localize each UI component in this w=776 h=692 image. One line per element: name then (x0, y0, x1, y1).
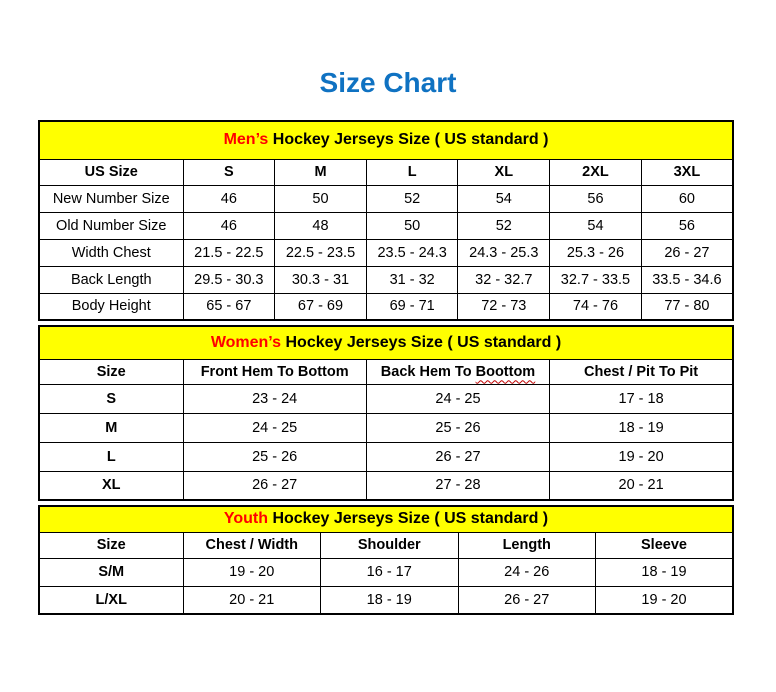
column-header-label: 2XL (582, 164, 609, 180)
mens-size-cell: 33.5 - 34.6 (641, 266, 733, 293)
womens-size-cell: 23 - 24 (183, 384, 366, 413)
youth-size-cell: 26 - 27 (458, 586, 596, 614)
womens-row-label: L (39, 442, 183, 471)
mens-size-cell: 72 - 73 (458, 293, 550, 320)
mens-size-cell: 77 - 80 (641, 293, 733, 320)
womens-caption-row (39, 326, 733, 359)
youth-size-cell: 16 - 17 (321, 558, 459, 586)
womens-table-row (39, 471, 733, 500)
womens-caption-highlight: Women’s (210, 333, 282, 351)
column-header-label: US Size (84, 164, 138, 180)
mens-size-cell: 50 (366, 212, 458, 239)
youth-caption-text: Hockey Jerseys Size ( US standard ) (268, 510, 549, 528)
column-header-label: Shoulder (357, 537, 421, 553)
womens-column-header (39, 359, 183, 384)
mens-size-cell: 56 (641, 212, 733, 239)
womens-size-cell: 26 - 27 (366, 442, 549, 471)
mens-size-cell: 32 - 32.7 (458, 266, 550, 293)
youth-size-cell: 19 - 20 (596, 586, 734, 614)
youth-row-label: S/M (39, 558, 183, 586)
mens-size-cell: 29.5 - 30.3 (183, 266, 275, 293)
mens-table-row (39, 293, 733, 320)
mens-size-cell: 23.5 - 24.3 (366, 239, 458, 266)
womens-size-cell: 26 - 27 (183, 471, 366, 500)
mens-table-caption (39, 121, 733, 159)
mens-column-header (366, 159, 458, 185)
column-header-label: Front Hem To Bottom (200, 363, 349, 380)
mens-row-label: Back Length (39, 266, 183, 293)
womens-table-row (39, 384, 733, 413)
mens-size-cell: 52 (458, 212, 550, 239)
column-header-label: S (223, 164, 234, 180)
youth-column-header (183, 532, 321, 558)
column-header-label: Chest / Pit To Pit (584, 363, 699, 380)
womens-caption-text: Hockey Jerseys Size ( US standard ) (281, 333, 562, 351)
mens-size-cell: 30.3 - 31 (275, 266, 367, 293)
mens-column-header (183, 159, 275, 185)
mens-table-row (39, 185, 733, 212)
size-tables-container (38, 120, 734, 615)
mens-size-cell: 24.3 - 25.3 (458, 239, 550, 266)
youth-table-row (39, 586, 733, 614)
youth-size-cell: 20 - 21 (183, 586, 321, 614)
mens-size-cell: 48 (275, 212, 367, 239)
womens-size-cell: 17 - 18 (550, 384, 733, 413)
womens-size-cell: 24 - 25 (366, 384, 549, 413)
column-header-label: Length (502, 537, 551, 553)
mens-table-row (39, 212, 733, 239)
mens-caption-row (39, 121, 733, 159)
womens-size-table (38, 325, 734, 501)
womens-size-cell: 24 - 25 (183, 413, 366, 442)
mens-size-cell: 50 (275, 185, 367, 212)
womens-table-row (39, 442, 733, 471)
misspelled-word: Boottom (475, 363, 536, 380)
mens-column-header (641, 159, 733, 185)
mens-row-label: Width Chest (39, 239, 183, 266)
mens-size-cell: 60 (641, 185, 733, 212)
womens-size-cell: 19 - 20 (550, 442, 733, 471)
mens-row-label: Body Height (39, 293, 183, 320)
womens-row-label: M (39, 413, 183, 442)
column-header-label: 3XL (673, 164, 701, 180)
mens-caption-highlight: Men’s (223, 131, 269, 149)
womens-size-cell: 25 - 26 (183, 442, 366, 471)
youth-column-header (458, 532, 596, 558)
mens-size-cell: 52 (366, 185, 458, 212)
mens-size-cell: 69 - 71 (366, 293, 458, 320)
mens-row-label: New Number Size (39, 185, 183, 212)
mens-size-cell: 26 - 27 (641, 239, 733, 266)
mens-size-cell: 46 (183, 212, 275, 239)
womens-size-cell: 25 - 26 (366, 413, 549, 442)
womens-size-cell: 18 - 19 (550, 413, 733, 442)
column-header-label: L (407, 164, 417, 180)
youth-column-header (39, 532, 183, 558)
youth-size-table (38, 505, 734, 615)
youth-header-row (39, 532, 733, 558)
youth-size-cell: 24 - 26 (458, 558, 596, 586)
youth-table-row (39, 558, 733, 586)
youth-caption-row (39, 506, 733, 532)
womens-row-label: S (39, 384, 183, 413)
mens-caption-text: Hockey Jerseys Size ( US standard ) (268, 131, 549, 149)
womens-column-header (366, 359, 549, 384)
column-header-label: XL (494, 164, 514, 180)
mens-size-cell: 67 - 69 (275, 293, 367, 320)
womens-column-header (183, 359, 366, 384)
youth-table-caption (39, 506, 733, 532)
womens-size-cell: 20 - 21 (550, 471, 733, 500)
mens-size-cell: 65 - 67 (183, 293, 275, 320)
column-header-label: Size (96, 537, 126, 553)
mens-column-header (550, 159, 642, 185)
mens-size-cell: 22.5 - 23.5 (275, 239, 367, 266)
youth-size-cell: 19 - 20 (183, 558, 321, 586)
womens-header-row (39, 359, 733, 384)
youth-row-label: L/XL (39, 586, 183, 614)
page-title: Size Chart (319, 67, 457, 98)
mens-table-row (39, 239, 733, 266)
mens-size-cell: 46 (183, 185, 275, 212)
youth-column-header (321, 532, 459, 558)
mens-table-row (39, 266, 733, 293)
mens-column-header (458, 159, 550, 185)
column-header-label: Size (96, 363, 126, 380)
youth-column-header (596, 532, 734, 558)
mens-size-cell: 25.3 - 26 (550, 239, 642, 266)
mens-size-cell: 54 (458, 185, 550, 212)
youth-caption-highlight: Youth (223, 510, 268, 528)
womens-table-row (39, 413, 733, 442)
mens-row-label: Old Number Size (39, 212, 183, 239)
womens-row-label: XL (39, 471, 183, 500)
womens-column-header (550, 359, 733, 384)
mens-size-cell: 32.7 - 33.5 (550, 266, 642, 293)
youth-size-cell: 18 - 19 (596, 558, 734, 586)
mens-header-row (39, 159, 733, 185)
womens-size-cell: 27 - 28 (366, 471, 549, 500)
youth-size-cell: 18 - 19 (321, 586, 459, 614)
mens-size-cell: 31 - 32 (366, 266, 458, 293)
mens-size-cell: 21.5 - 22.5 (183, 239, 275, 266)
mens-size-cell: 54 (550, 212, 642, 239)
column-header-label: Sleeve (641, 537, 687, 553)
mens-size-cell: 74 - 76 (550, 293, 642, 320)
womens-table-caption (39, 326, 733, 359)
column-header-label: Chest / Width (205, 537, 298, 553)
column-header-label: Back Hem To (380, 363, 476, 380)
mens-size-cell: 56 (550, 185, 642, 212)
column-header-label: M (314, 164, 327, 180)
mens-size-table (38, 120, 734, 321)
mens-column-header (39, 159, 183, 185)
mens-column-header (275, 159, 367, 185)
